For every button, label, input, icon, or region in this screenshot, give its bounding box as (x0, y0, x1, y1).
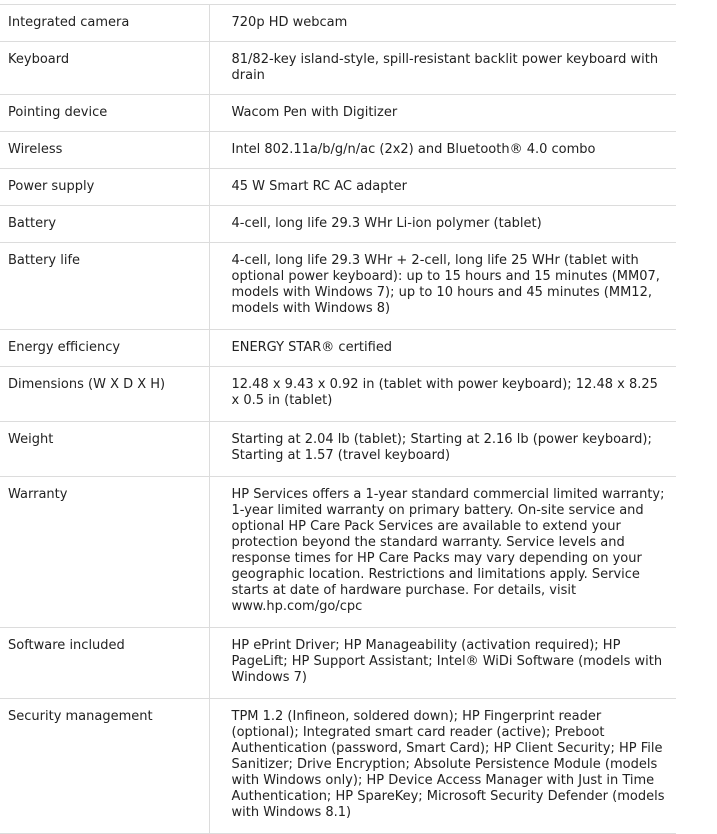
spec-label: Security management (0, 699, 209, 834)
table-row (0, 169, 676, 206)
spec-value: Starting at 2.04 lb (tablet); Starting at 2.16 lb (power keyboard); Starting at 1.57 (travel keyboard) (209, 422, 676, 477)
spec-label: Wireless (0, 132, 209, 169)
spec-value: 720p HD webcam (209, 5, 676, 42)
spec-label: Dimensions (W X D X H) (0, 367, 209, 422)
spec-value: 45 W Smart RC AC adapter (209, 169, 676, 206)
table-row (0, 422, 676, 477)
spec-value: 12.48 x 9.43 x 0.92 in (tablet with power keyboard); 12.48 x 8.25 x 0.5 in (tablet) (209, 367, 676, 422)
specifications-table (0, 4, 676, 834)
spec-value: 4-cell, long life 29.3 WHr + 2-cell, long life 25 WHr (tablet with optional power keyboard): up to 15 hours and 15 minutes (MM07, models with Windows 7); up to 10 hours and 45 minutes (MM12, models with Windows 8) (209, 243, 676, 330)
spec-value: HP ePrint Driver; HP Manageability (activation required); HP PageLift; HP Support Assistant; Intel® WiDi Software (models with Windows 7) (209, 628, 676, 699)
spec-label: Energy efficiency (0, 330, 209, 367)
table-row (0, 5, 676, 42)
spec-value: ENERGY STAR® certified (209, 330, 676, 367)
table-row (0, 699, 676, 834)
table-row (0, 330, 676, 367)
spec-value: HP Services offers a 1-year standard commercial limited warranty; 1-year limited warranty on primary battery. On-site service and optional HP Care Pack Services are available to extend your protection beyond the standard warranty. Service levels and response times for HP Care Packs may vary depending on your geographic location. Restrictions and limitations apply. Service starts at date of hardware purchase. For details, visit www.hp.com/go/cpc (209, 477, 676, 628)
table-row (0, 628, 676, 699)
table-row (0, 42, 676, 95)
spec-value: 4-cell, long life 29.3 WHr Li-ion polymer (tablet) (209, 206, 676, 243)
table-row (0, 367, 676, 422)
spec-label: Software included (0, 628, 209, 699)
spec-value: Intel 802.11a/b/g/n/ac (2x2) and Bluetooth® 4.0 combo (209, 132, 676, 169)
spec-label: Weight (0, 422, 209, 477)
spec-label: Battery life (0, 243, 209, 330)
spec-label: Battery (0, 206, 209, 243)
spec-value: Wacom Pen with Digitizer (209, 95, 676, 132)
table-row (0, 132, 676, 169)
spec-label: Warranty (0, 477, 209, 628)
spec-label: Power supply (0, 169, 209, 206)
spec-label: Integrated camera (0, 5, 209, 42)
table-row (0, 95, 676, 132)
table-row (0, 477, 676, 628)
spec-value: TPM 1.2 (Infineon, soldered down); HP Fingerprint reader (optional); Integrated smart card reader (active); Preboot Authentication (password, Smart Card); HP Client Security; HP File Sanitizer; Drive Encryption; Absolute Persistence Module (models with Windows only); HP Device Access Manager with Just in Time Authentication; HP SpareKey; Microsoft Security Defender (models with Windows 8.1) (209, 699, 676, 834)
table-row (0, 206, 676, 243)
spec-label: Keyboard (0, 42, 209, 95)
spec-value: 81/82-key island-style, spill-resistant backlit power keyboard with drain (209, 42, 676, 95)
spec-label: Pointing device (0, 95, 209, 132)
table-row (0, 243, 676, 330)
